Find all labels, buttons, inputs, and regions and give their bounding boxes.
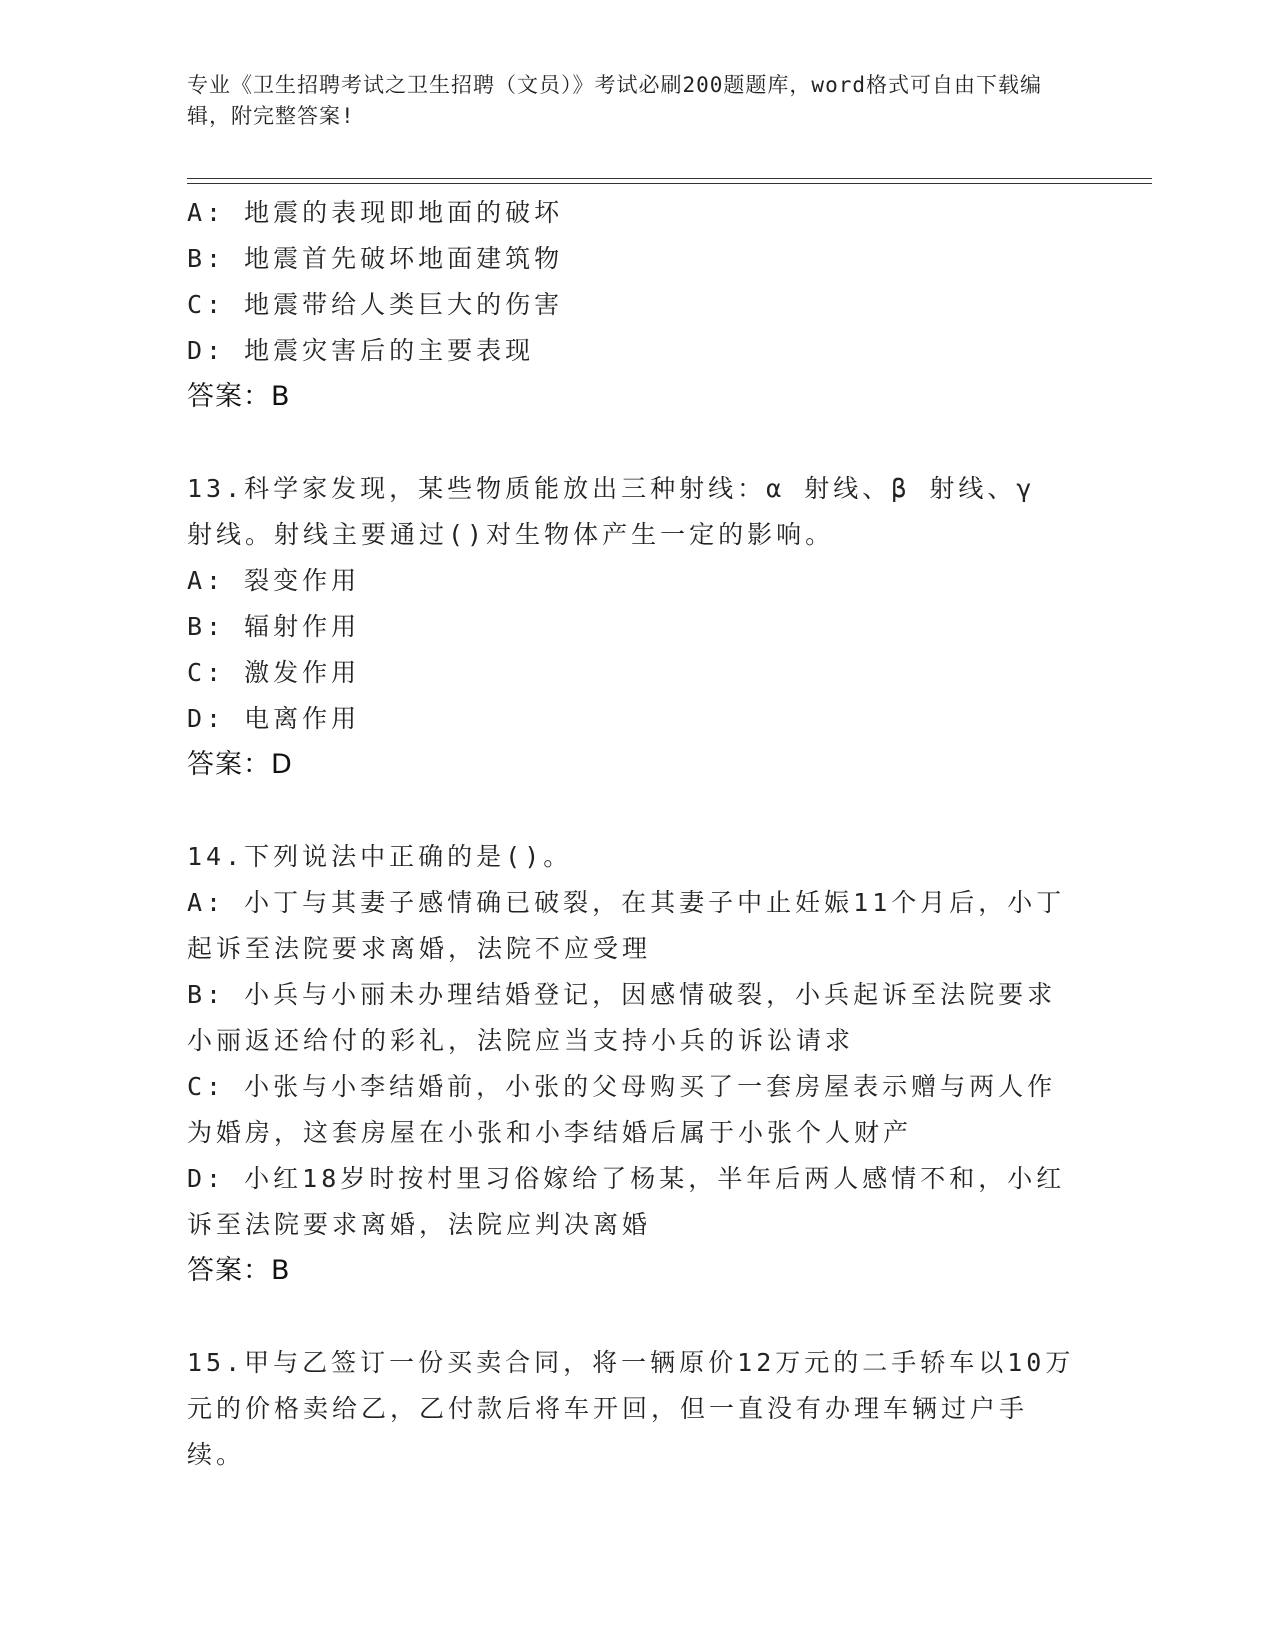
question-15 bbox=[187, 1340, 1077, 1478]
option-b: B: 小兵与小丽未办理结婚登记，因感情破裂，小兵起诉至法院要求小丽返还给付的彩礼，法院应当支持小兵的诉讼请求 bbox=[187, 980, 1057, 1055]
option-a: A: 小丁与其妻子感情确已破裂，在其妻子中止妊娠11个月后，小丁起诉至法院要求离婚，法院不应受理 bbox=[187, 888, 1066, 963]
question-12 bbox=[187, 190, 1077, 420]
question-13 bbox=[187, 466, 1077, 788]
question-list bbox=[187, 190, 1077, 1478]
question-14 bbox=[187, 834, 1077, 1294]
option-a: A: 裂变作用 bbox=[187, 566, 361, 595]
answer-line: 答案：B bbox=[187, 1255, 291, 1286]
header-divider-bottom bbox=[187, 183, 1152, 184]
question-stem: 13.科学家发现，某些物质能放出三种射线：α 射线、β 射线、γ 射线。射线主要通过()对生物体产生一定的影响。 bbox=[187, 474, 1036, 549]
option-d: D: 小红18岁时按村里习俗嫁给了杨某，半年后两人感情不和，小红诉至法院要求离婚，法院应判决离婚 bbox=[187, 1164, 1066, 1239]
option-b: B: 地震首先破坏地面建筑物 bbox=[187, 244, 564, 273]
spacer bbox=[187, 1294, 1077, 1340]
answer-line: 答案：B bbox=[187, 381, 291, 412]
option-d: D: 电离作用 bbox=[187, 704, 361, 733]
question-stem: 14.下列说法中正确的是()。 bbox=[187, 842, 573, 871]
question-stem: 15.甲与乙签订一份买卖合同，将一辆原价12万元的二手轿车以10万元的价格卖给乙，乙付款后将车开回，但一直没有办理车辆过户手续。 bbox=[187, 1348, 1075, 1469]
option-c: C: 地震带给人类巨大的伤害 bbox=[187, 290, 564, 319]
option-d: D: 地震灾害后的主要表现 bbox=[187, 336, 535, 365]
option-c: C: 激发作用 bbox=[187, 658, 361, 687]
option-a: A: 地震的表现即地面的破坏 bbox=[187, 198, 564, 227]
document-header: 专业《卫生招聘考试之卫生招聘（文员）》考试必刷200题题库，word格式可自由下载编辑，附完整答案! bbox=[187, 73, 1042, 128]
spacer bbox=[187, 788, 1077, 834]
answer-line: 答案：D bbox=[187, 749, 293, 780]
option-c: C: 小张与小李结婚前，小张的父母购买了一套房屋表示赠与两人作为婚房，这套房屋在小张和小李结婚后属于小张个人财产 bbox=[187, 1072, 1057, 1147]
header-divider-top bbox=[187, 178, 1152, 179]
option-b: B: 辐射作用 bbox=[187, 612, 361, 641]
spacer bbox=[187, 420, 1077, 466]
